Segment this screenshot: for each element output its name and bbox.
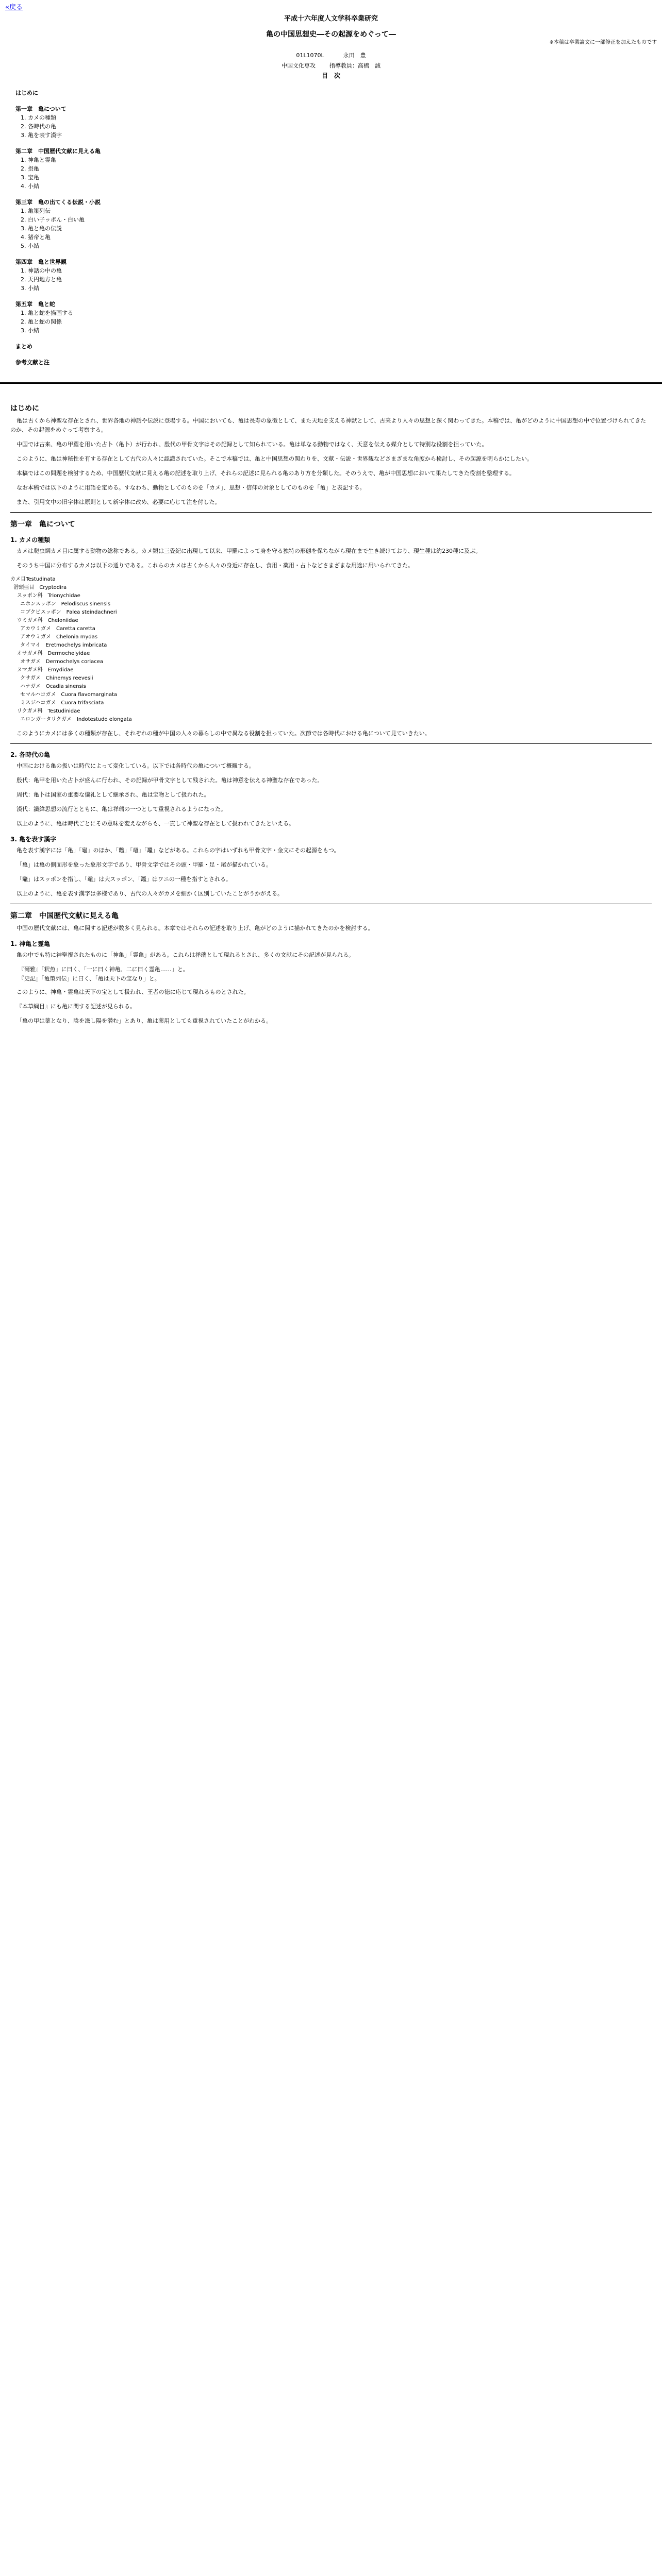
toc-item[interactable]: 1. 亀と蛇を描画する [21, 310, 73, 316]
toc-chapter[interactable]: 第三章 亀の出てくる伝説・小説 [15, 199, 101, 206]
toc-separator [0, 382, 662, 384]
taxonomy-entry: ヌマガメ科 Emydidae [10, 667, 74, 673]
taxonomy-entry: アカウミガメ Caretta caretta [10, 626, 95, 632]
toc-chapter[interactable]: はじめに [15, 90, 38, 96]
paragraph: また、引用文中の旧字体は原則として新字体に改め、必要に応じて注を付した。 [16, 499, 221, 505]
quotation: 『史記』「亀策列伝」に曰く、「亀は天下の宝なり」と。 [19, 975, 160, 982]
toc-group [15, 342, 325, 351]
toc-item[interactable]: 3. 宝亀 [21, 174, 39, 181]
taxonomy-entry: タイマイ Eretmochelys imbricata [10, 642, 107, 648]
section-divider [10, 512, 652, 513]
toc-group [15, 147, 325, 191]
paragraph: 『本草綱目』にも亀に関する記述が見られる。 [16, 1003, 136, 1010]
thesis-title: 亀の中国思想史―その起源をめぐって― [266, 30, 396, 39]
toc-item[interactable]: 3. 亀を表す漢字 [21, 132, 62, 139]
ch2-s1-heading: 1. 神亀と霊亀 [10, 940, 51, 947]
paragraph: 亀を表す漢字には「亀」「龜」のほか、「鼈」「黿」「鼉」などがある。これらの字はいずれも甲骨文字・金文にその起源をもつ。 [16, 847, 340, 854]
paragraph: 中国では古来、亀の甲羅を用いた占卜（亀卜）が行われ、殷代の甲骨文字はその記録として知られている。亀は単なる動物ではなく、天意を伝える媒介として特別な役割を担っていた。 [16, 441, 488, 448]
revision-note: ※本稿は卒業論文に一部修正を加えたものです [549, 40, 657, 45]
taxonomy-entry: リクガメ科 Testudinidae [10, 708, 80, 714]
intro-heading: はじめに [10, 404, 39, 413]
toc-chapter[interactable]: 第二章 中国歴代文献に見える亀 [15, 148, 101, 155]
toc-item[interactable]: 2. 亀と蛇の関係 [21, 318, 62, 325]
toc-item[interactable]: 5. 小結 [21, 243, 39, 249]
toc-item[interactable]: 2. 白い子ッポん・白い亀 [21, 216, 85, 223]
advisor-label: 指導教員： [329, 62, 358, 69]
taxonomy-entry: 潜頸亜目 Cryptodira [10, 585, 67, 590]
paragraph: 亀の中でも特に神聖視されたものに「神亀」「霊亀」がある。これらは祥瑞として現れるとされ、多くの文献にその記述が見られる。 [16, 952, 355, 958]
thesis-body [10, 397, 652, 1031]
taxonomy-entry: クサガメ Chinemys reevesii [10, 675, 93, 681]
student-id: 01L1070L [296, 52, 324, 59]
toc-item[interactable]: 4. 小結 [21, 183, 39, 190]
toc-group [15, 358, 325, 367]
toc-item[interactable]: 1. カメの種類 [21, 114, 56, 121]
paragraph: 中国における亀の扱いは時代によって変化している。以下では各時代の亀について概観する。 [16, 762, 255, 769]
taxonomy-list [10, 575, 652, 724]
toc-item[interactable]: 1. 亀策列伝 [21, 208, 51, 214]
paragraph: カメは爬虫綱カメ目に属する動物の総称である。カメ類は三畳紀に出現して以来、甲羅によって身を守る独特の形態を保ちながら現在まで生き続けており、現生種は約230種に及ぶ。 [16, 548, 482, 554]
taxonomy-entry: カメ目Testudinata [10, 577, 56, 582]
quote-block [10, 965, 652, 984]
back-link[interactable]: «戻る [5, 4, 23, 11]
taxonomy-entry: ハナガメ Ocadia sinensis [10, 684, 86, 689]
paragraph: 「亀の甲は薬となり、陰を滋し陽を潜む」とあり、亀は薬用としても重視されていたことがわかる。 [16, 1018, 272, 1024]
taxonomy-entry: オサガメ科 Dermochelyidae [10, 651, 90, 656]
paragraph: 亀は古くから神聖な存在とされ、世界各地の神話や伝説に登場する。中国においても、亀は長寿の象徴として、また天地を支える神獣として、古来より人々の思想と深く関わってきた。本稿では、亀がどのように中国思想の中で位置づけられてきたのか、その起源をめぐって考察する。 [10, 417, 647, 433]
taxonomy-entry: コブクビスッポン Palea steindachneri [10, 609, 117, 615]
ch1-s1-heading: 1. カメの種類 [10, 536, 51, 544]
toc-item[interactable]: 2. 摂亀 [21, 165, 39, 172]
table-of-contents [15, 89, 325, 374]
paragraph: 周代：亀卜は国家の重要な儀礼として継承され、亀は宝物として扱われた。 [16, 791, 210, 798]
toc-item[interactable]: 4. 猪帝と亀 [21, 234, 51, 241]
ch1-s1-paragraphs [10, 547, 652, 570]
toc-group [15, 105, 325, 140]
toc-chapter[interactable]: 参考文献と注 [15, 359, 49, 366]
paragraph: 以上のように、亀を表す漢字は多様であり、古代の人々がカメを細かく区別していたことがうかがえる。 [16, 890, 283, 897]
paragraph: 「亀」は亀の側面形を象った象形文字であり、甲骨文字ではその頭・甲羅・足・尾が描かれている。 [16, 861, 272, 868]
section-divider [10, 743, 652, 744]
ch2-s1-after [10, 988, 652, 1026]
quotation: 『爾雅』「釈魚」に曰く、「一に曰く神亀、二に曰く霊亀……」と。 [19, 966, 189, 973]
ch1-s1-after: このようにカメには多くの種類が存在し、それぞれの種が中国の人々の暮らしの中で異なる役割を担っていた。次節では各時代における亀について見ていきたい。 [16, 730, 431, 737]
advisor: 高橋 誠 [358, 62, 380, 69]
ch1-s2-heading: 2. 各時代の亀 [10, 751, 51, 758]
toc-chapter[interactable]: 第四章 亀と世界観 [15, 259, 67, 265]
toc-group [15, 198, 325, 250]
toc-chapter[interactable]: 第一章 亀について [15, 106, 67, 112]
taxonomy-entry: アオウミガメ Chelonia mydas [10, 634, 98, 640]
ch2-intro: 中国の歴代文献には、亀に関する記述が数多く見られる。本章ではそれらの記述を取り上げ、亀がどのように描かれてきたのかを検討する。 [16, 925, 374, 931]
ch1-s2-paragraphs [10, 761, 652, 828]
toc-item[interactable]: 1. 神話の中の亀 [21, 267, 62, 274]
taxonomy-entry: ミスジハコガメ Cuora trifasciata [10, 700, 104, 706]
paragraph: 「鼈」はスッポンを指し、「黿」は大スッポン、「鼉」はワニの一種を指すとされる。 [16, 876, 231, 883]
toc-group [15, 300, 325, 335]
paragraph: なお本稿では以下のように用語を定める。すなわち、動物としてのものを「カメ」、思想・信仰の対象としてのものを「亀」と表記する。 [16, 484, 366, 491]
toc-item[interactable]: 2. 天円地方と亀 [21, 276, 62, 283]
paragraph: 漢代：讖緯思想の流行とともに、亀は祥瑞の一つとして重視されるようになった。 [16, 806, 226, 812]
taxonomy-entry: ウミガメ科 Cheloniidae [10, 618, 78, 623]
toc-item[interactable]: 3. 小結 [21, 327, 39, 334]
paragraph: このように、亀は神秘性を有する存在として古代の人々に認識されていた。そこで本稿では、亀と中国思想の関わりを、文献・伝説・世界観などさまざまな角度から検討し、その起源を明らかにしたい。 [16, 455, 533, 462]
taxonomy-entry: スッポン科 Trionychidae [10, 593, 80, 599]
toc-heading: 目 次 [321, 72, 340, 79]
year-title: 平成十六年度人文学科卒業研究 [284, 15, 378, 23]
taxonomy-entry: オサガメ Dermochelys coriacea [10, 659, 104, 665]
toc-group [15, 89, 325, 97]
student-name: 永田 豊 [343, 52, 366, 59]
ch1-s3-heading: 3. 亀を表す漢字 [10, 836, 57, 843]
paragraph: そのうち中国に分布するカメは以下の通りである。これらのカメは古くから人々の身近に存在し、食用・薬用・占卜などさまざまな用途に用いられてきた。 [16, 562, 413, 569]
intro-paragraphs [10, 416, 652, 507]
toc-item[interactable]: 3. 小結 [21, 285, 39, 292]
toc-chapter[interactable]: まとめ [15, 343, 32, 350]
ch1-s3-paragraphs [10, 846, 652, 899]
taxonomy-entry: ニホンスッポン Pelodiscus sinensis [10, 601, 110, 607]
toc-item[interactable]: 1. 神亀と霊亀 [21, 157, 56, 163]
toc-chapter[interactable]: 第五章 亀と蛇 [15, 301, 55, 308]
course: 中国文化専攻 [282, 62, 316, 69]
toc-item[interactable]: 2. 各時代の亀 [21, 123, 56, 130]
chapter2-heading: 第二章 中国歴代文献に見える亀 [10, 912, 119, 920]
taxonomy-entry: エロンガータリクガメ Indotestudo elongata [10, 717, 132, 722]
ch2-s1-paragraphs [10, 951, 652, 960]
author-info [0, 50, 662, 71]
paragraph: 以上のように、亀は時代ごとにその意味を変えながらも、一貫して神聖な存在として扱われてきたといえる。 [16, 820, 294, 827]
toc-group [15, 258, 325, 293]
chapter1-heading: 第一章 亀について [10, 520, 75, 529]
paragraph: 殷代：亀甲を用いた占卜が盛んに行われ、その記録が甲骨文字として残された。亀は神意を伝える神聖な存在であった。 [16, 777, 323, 784]
toc-item[interactable]: 3. 亀と亀の伝説 [21, 225, 62, 232]
paragraph: このように、神亀・霊亀は天下の宝として扱われ、王者の徳に応じて現れるものとされた。 [16, 989, 250, 995]
paragraph: 本稿ではこの問題を検討するため、中国歴代文献に見える亀の記述を取り上げ、それらの記述に見られる亀のあり方を分類した。そのうえで、亀が中国思想において果たしてきた役割を整理する。 [16, 470, 515, 477]
taxonomy-entry: セマルハコガメ Cuora flavomarginata [10, 692, 118, 698]
